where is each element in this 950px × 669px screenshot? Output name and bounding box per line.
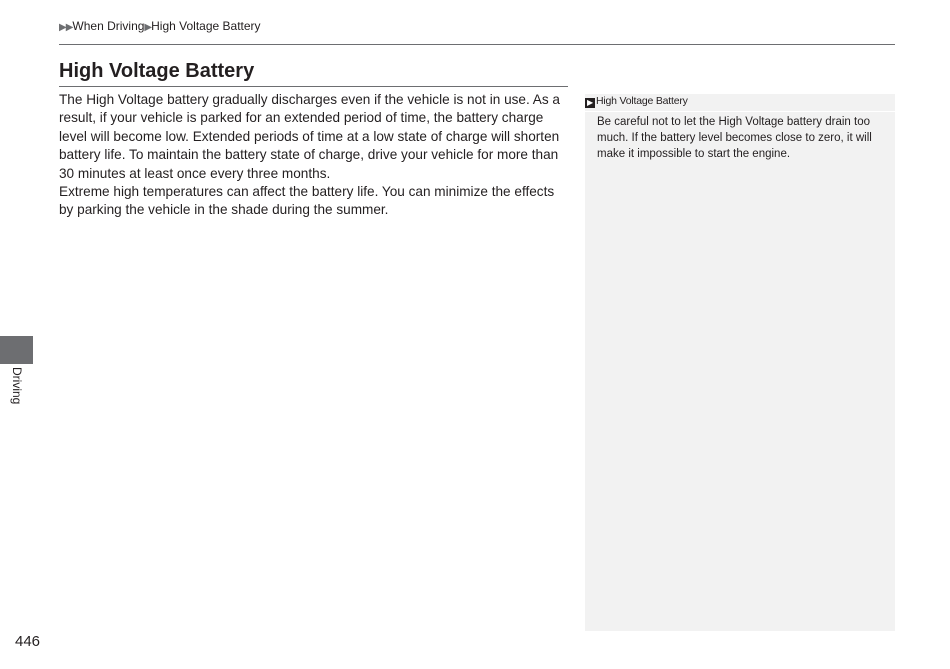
main-content (59, 91, 568, 220)
sidebar-note-text: Be careful not to let the High Voltage battery drain too much. If the battery level becomes close to zero, it will make it impossible to start the engine. (597, 116, 872, 160)
breadcrumb-arrow-icon: ▶▶ (59, 22, 73, 33)
title-divider (59, 86, 568, 87)
breadcrumb-item-high-voltage-battery[interactable]: High Voltage Battery (151, 19, 261, 33)
breadcrumb (59, 18, 261, 36)
sidebar-note-heading-text: High Voltage Battery (596, 95, 688, 107)
sidebar-note-panel (585, 94, 895, 631)
breadcrumb-separator-icon: ▶ (144, 22, 152, 33)
chapter-tab-label: Driving (10, 367, 24, 405)
reference-arrow-icon: ▶ (585, 98, 595, 108)
body-paragraph-discharge: The High Voltage battery gradually discharges even if the vehicle is not in use. As a result, if your vehicle is parked for an extended period of time, the battery charge level will become low. Extended periods of time at a low state of charge will shorten battery life. To maintain the battery state of charge, drive your vehicle for more than 30 minutes at least once every three months. (59, 92, 560, 181)
header-divider (59, 44, 895, 45)
page-title: High Voltage Battery (59, 60, 255, 82)
sidebar-note-heading (585, 94, 895, 112)
chapter-tab[interactable] (0, 336, 33, 364)
breadcrumb-item-when-driving[interactable]: When Driving (72, 19, 145, 33)
body-paragraph-temperature: Extreme high temperatures can affect the battery life. You can minimize the effects by parking the vehicle in the shade during the summer. (59, 184, 555, 218)
page-number: 446 (15, 633, 41, 650)
